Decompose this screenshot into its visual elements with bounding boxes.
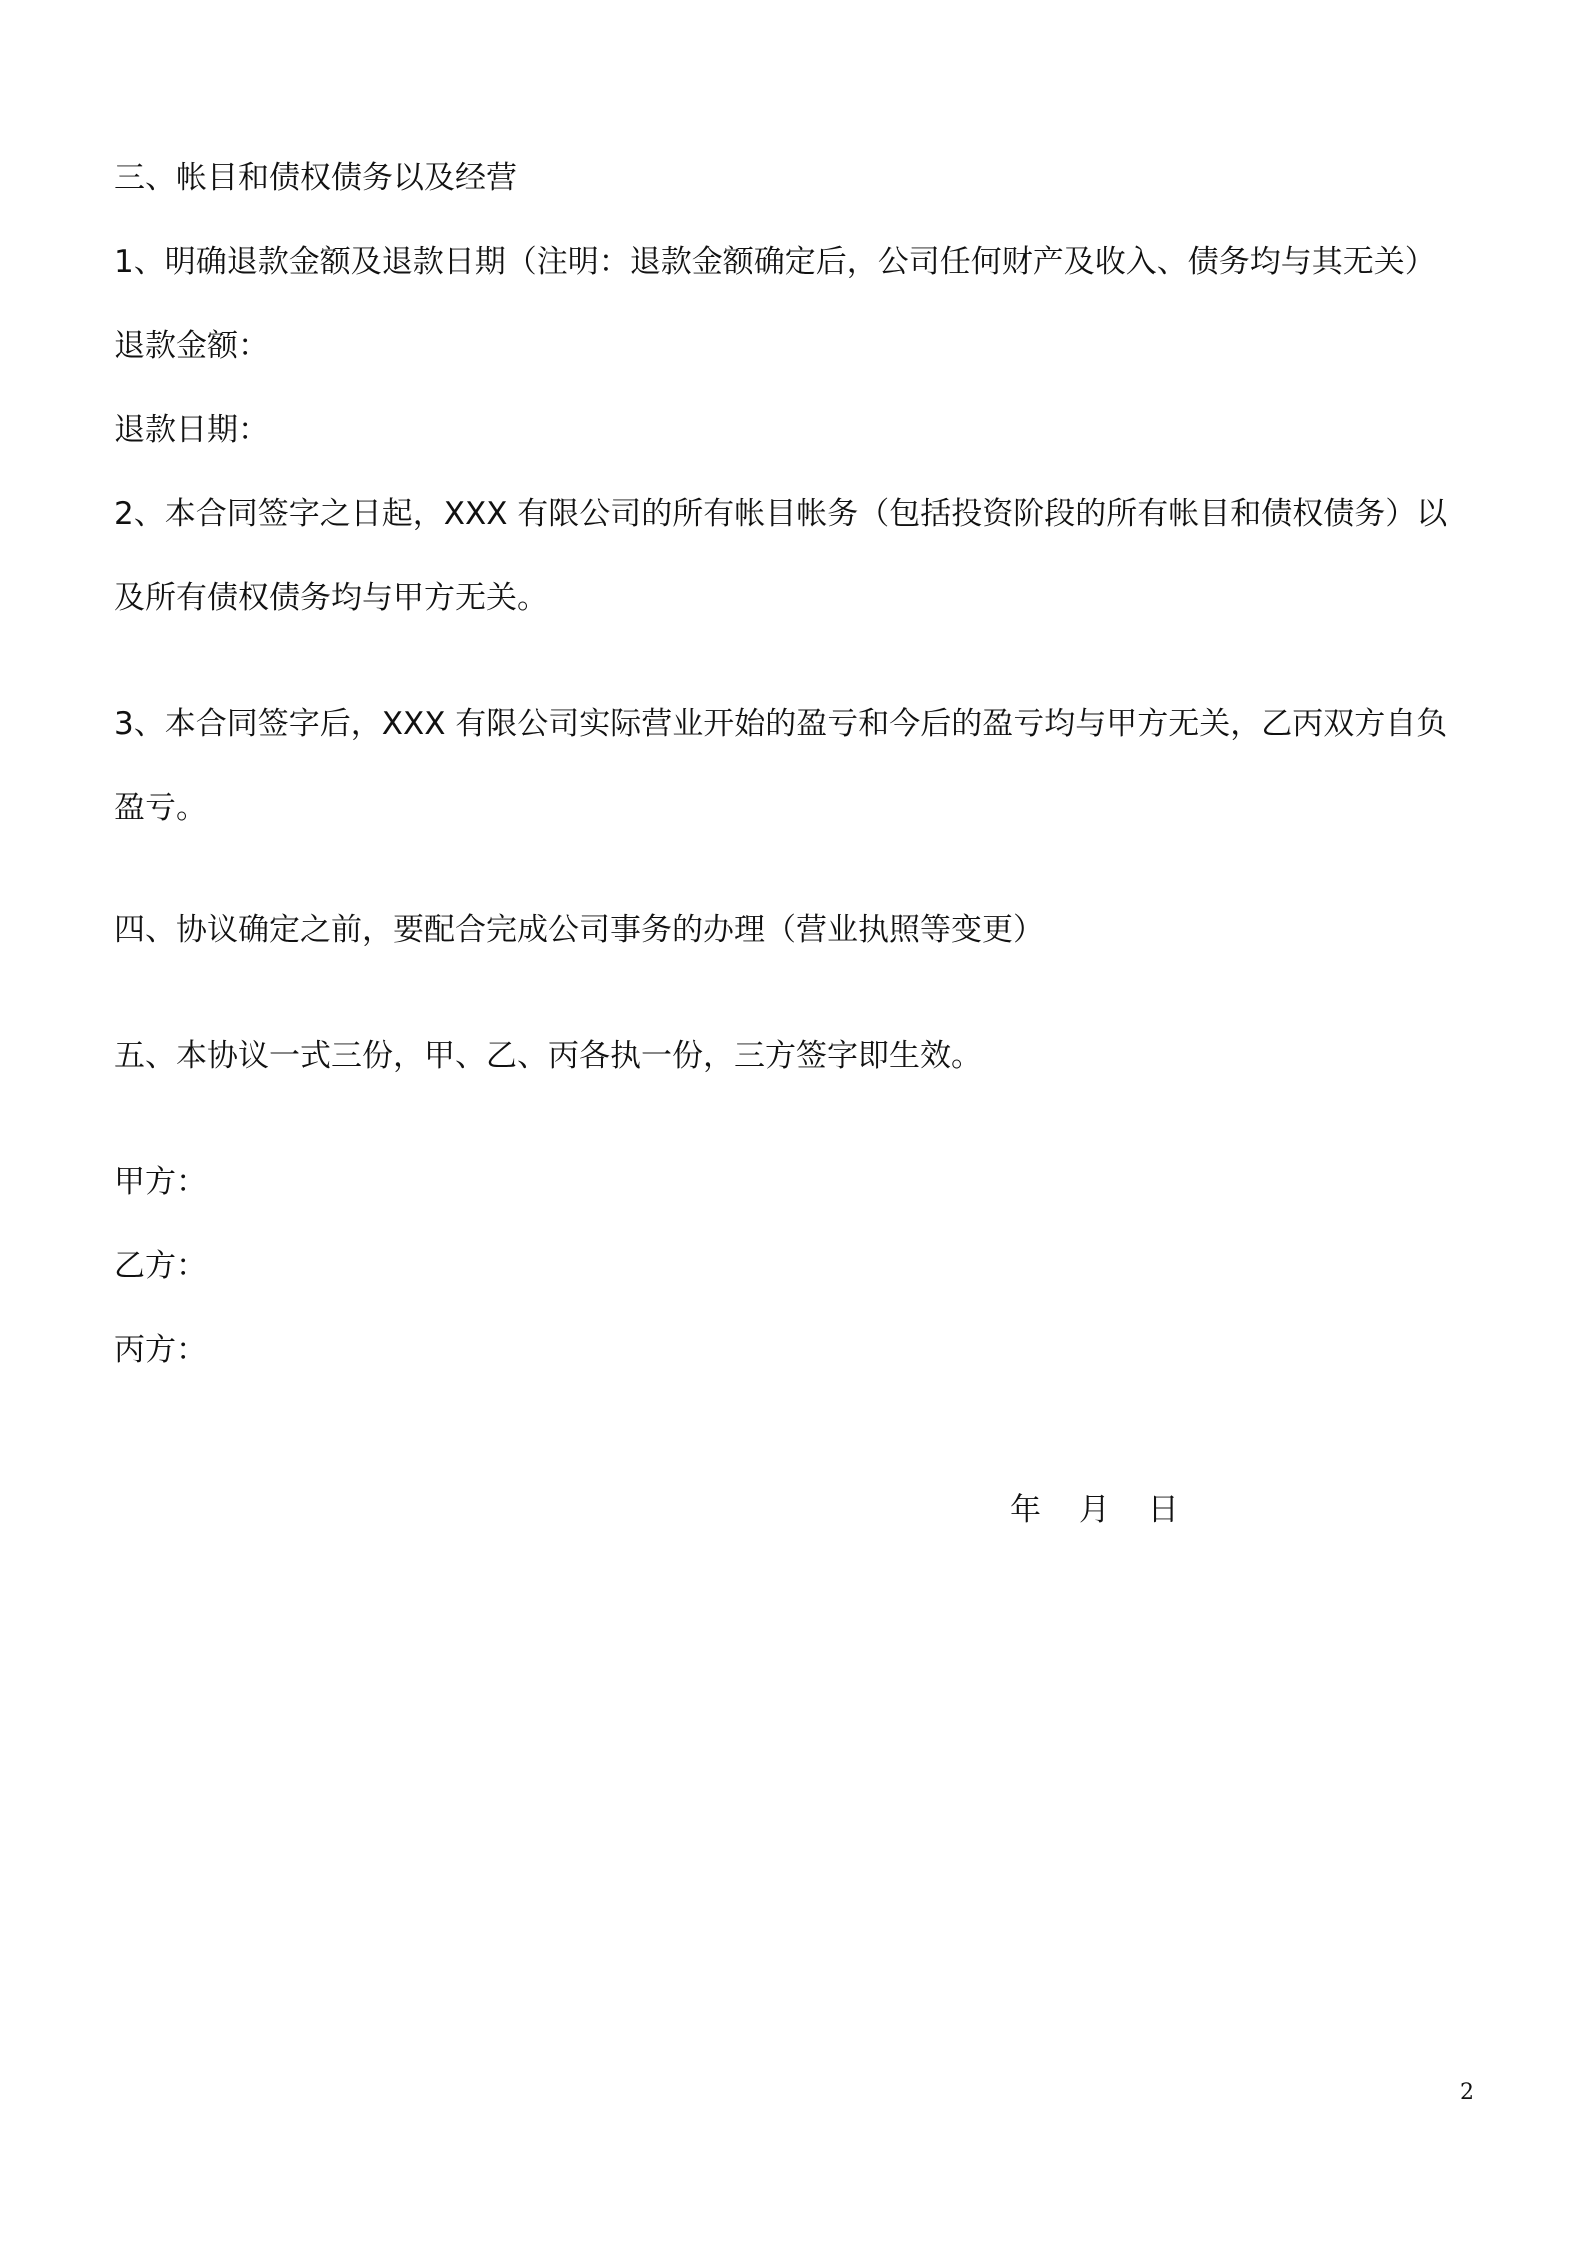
- page-number: 2: [1460, 2080, 1474, 2105]
- signing-date: [1010, 1490, 1207, 1530]
- clause-1: 1、明确退款金额及退款日期（注明：退款金额确定后，公司任何财产及收入、债务均与其无关）: [114, 244, 1436, 280]
- section-3-heading: 三、帐目和债权债务以及经营: [114, 160, 517, 196]
- clause-3-line-2: 盈亏。: [114, 790, 207, 826]
- party-b-signature-label: 乙方：: [114, 1248, 207, 1284]
- refund-date-label: 退款日期：: [114, 412, 269, 448]
- section-5-heading: 五、本协议一式三份，甲、乙、丙各执一份，三方签字即生效。: [114, 1038, 982, 1074]
- party-a-signature-label: 甲方：: [114, 1164, 207, 1200]
- date-day: 日: [1147, 1492, 1179, 1528]
- clause-2-line-1: 2、本合同签字之日起，XXX 有限公司的所有帐目帐务（包括投资阶段的所有帐目和债权债务）以: [114, 496, 1448, 532]
- refund-amount-label: 退款金额：: [114, 328, 269, 364]
- party-c-signature-label: 丙方：: [114, 1332, 207, 1368]
- clause-2-line-2: 及所有债权债务均与甲方无关。: [114, 580, 548, 616]
- date-year: 年: [1010, 1492, 1041, 1528]
- section-4-heading: 四、协议确定之前，要配合完成公司事务的办理（营业执照等变更）: [114, 912, 1044, 948]
- clause-3-line-1: 3、本合同签字后，XXX 有限公司实际营业开始的盈亏和今后的盈亏均与甲方无关，乙丙双方自负: [114, 706, 1448, 742]
- date-month: 月: [1078, 1492, 1110, 1528]
